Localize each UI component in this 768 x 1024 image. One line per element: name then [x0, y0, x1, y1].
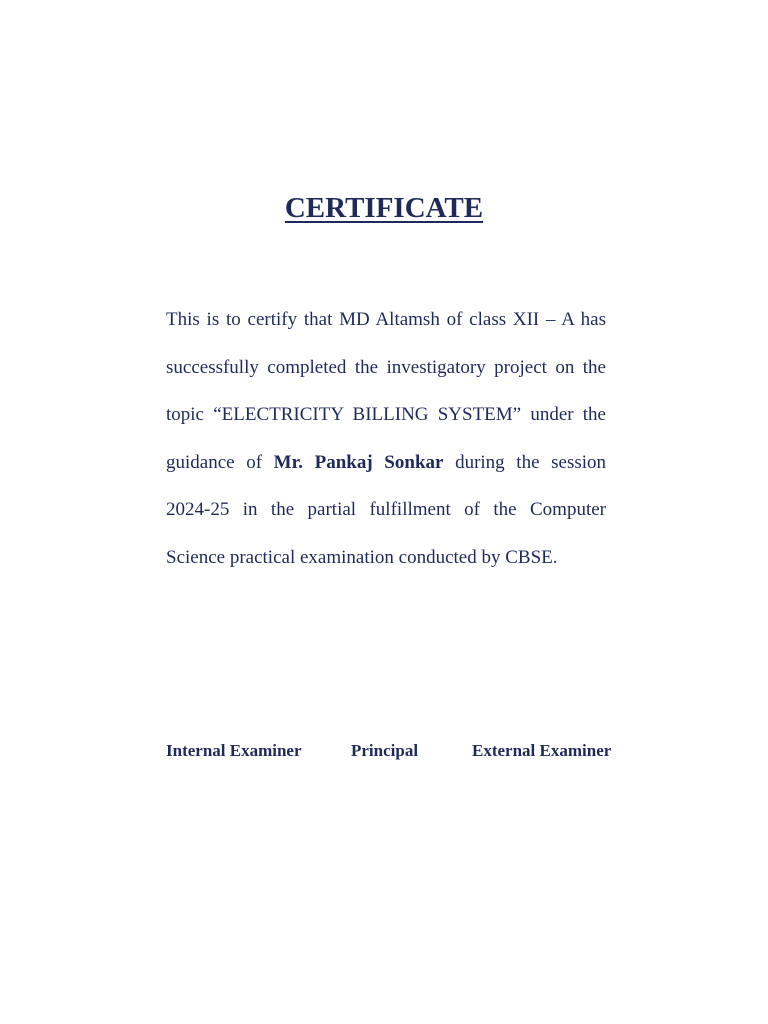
body-line-5: 2024-25 in the partial fulfillment of the Computer: [166, 499, 606, 520]
body-line-2: successfully completed the investigatory project on the: [166, 356, 606, 378]
body-line-4-pre: guidance of: [166, 451, 274, 473]
body-line-6: Science practical examination conducted by CBSE.: [166, 546, 558, 568]
body-line-3: topic “ELECTRICITY BILLING SYSTEM” under the: [166, 404, 606, 425]
certificate-body: [166, 296, 606, 581]
certificate-title: CERTIFICATE: [284, 192, 484, 224]
body-line-4-post: during the session: [443, 451, 607, 473]
internal-examiner-label: Internal Examiner: [166, 741, 302, 760]
principal-label: Principal: [351, 741, 419, 760]
body-line-4: [166, 439, 606, 487]
guide-name: Mr. Pankaj Sonkar: [273, 451, 444, 473]
external-examiner-label: External Examiner: [472, 741, 612, 760]
body-line-1: This is to certify that MD Altamsh of class XII – A has: [166, 309, 606, 330]
